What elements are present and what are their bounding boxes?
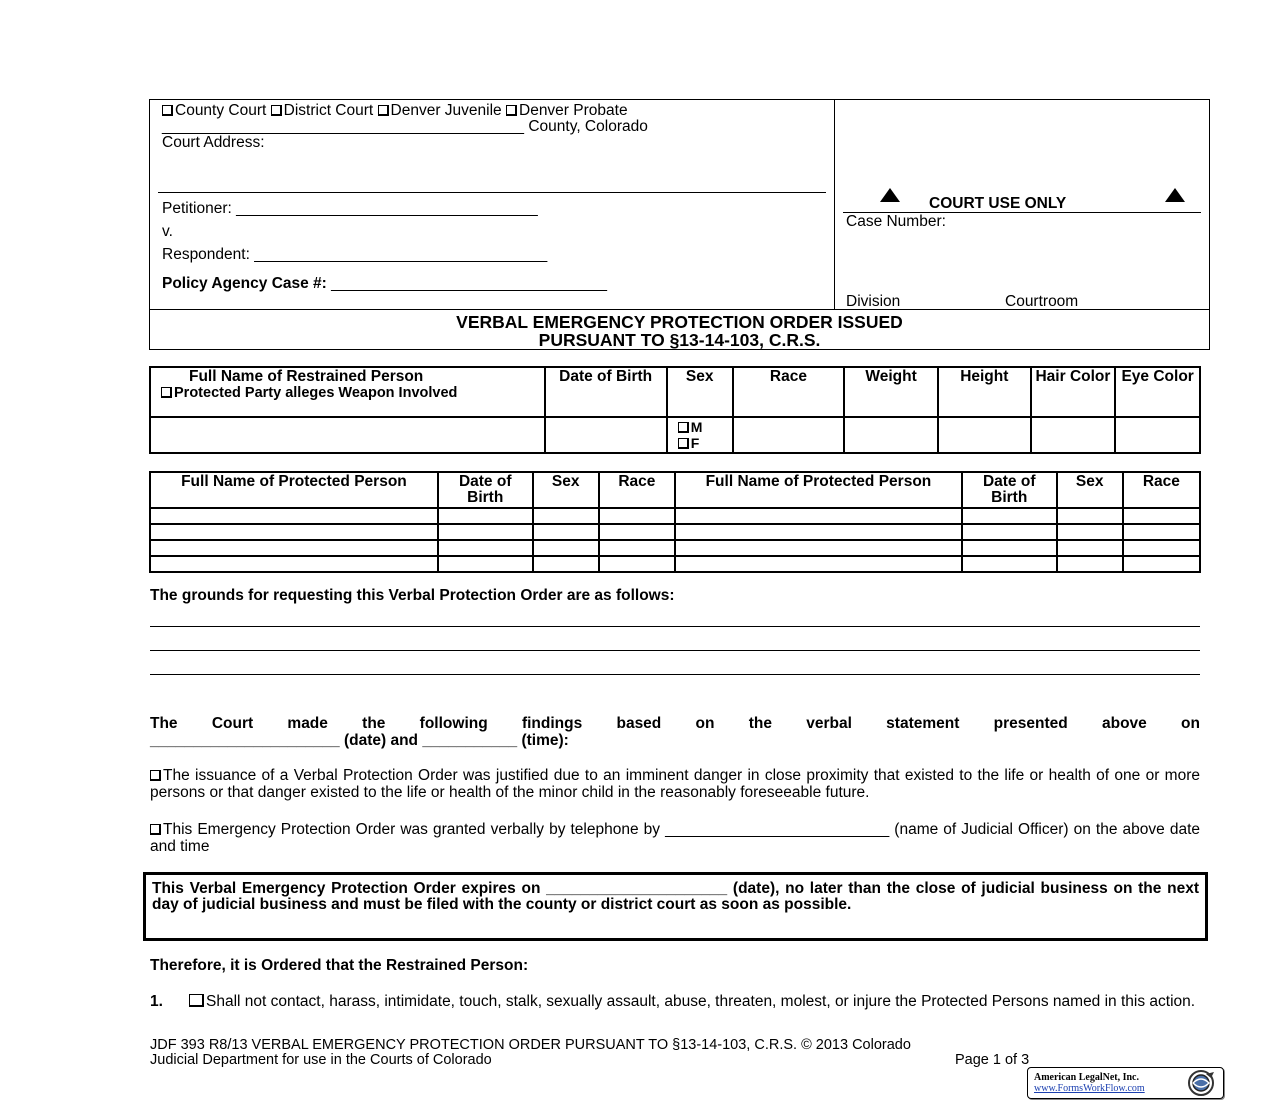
table-cell[interactable] — [962, 524, 1057, 540]
division-label: Division — [846, 293, 901, 310]
sex-option-m[interactable]: M — [678, 419, 731, 435]
globe-icon — [1184, 1069, 1218, 1097]
checkbox[interactable] — [189, 994, 204, 1007]
checkbox[interactable] — [150, 770, 161, 781]
table-cell[interactable] — [150, 508, 438, 524]
protected-name-header: Full Name of Protected Person — [150, 472, 438, 508]
table-cell[interactable] — [599, 556, 675, 572]
table-cell[interactable] — [962, 556, 1057, 572]
table-cell[interactable] — [1123, 524, 1200, 540]
grounds-line[interactable] — [150, 650, 1200, 651]
expiry-box — [143, 872, 1208, 941]
weapon-checkbox[interactable]: Protected Party alleges Weapon Involved — [161, 386, 542, 401]
table-cell[interactable] — [438, 540, 533, 556]
expiry-text: This Verbal Emergency Protection Order expires on _____________________ (date), no later than the close of judicial business on the next day of judicial business and must be filed with the county or district court as soon as possible. — [152, 880, 1199, 913]
policy-agency-blank[interactable]: ________________________________ — [326, 275, 608, 292]
caption-divider — [834, 99, 835, 310]
policy-agency-field[interactable] — [162, 275, 607, 293]
court-option-denver-probate[interactable]: Denver Probate — [506, 102, 628, 119]
court-address-label: Court Address: — [162, 134, 265, 151]
table-cell[interactable] — [533, 524, 599, 540]
table-row — [150, 556, 1200, 572]
protected-persons-table — [149, 471, 1201, 573]
order-item-1[interactable]: Shall not contact, harass, intimidate, touch, stalk, sexually assault, abuse, threaten, molest, or injure the Protected Persons named in this action. — [189, 993, 1200, 1010]
page-number: Page 1 of 3 — [955, 1052, 1030, 1068]
court-option-county[interactable]: County Court — [162, 102, 266, 119]
table-cell[interactable] — [962, 540, 1057, 556]
sex-option-f[interactable]: F — [678, 435, 731, 451]
race-header: Race — [733, 367, 845, 417]
table-row — [150, 508, 1200, 524]
hair-color-header: Hair Color — [1031, 367, 1116, 417]
restrained-eye-cell[interactable] — [1115, 417, 1200, 453]
page-subtitle: PURSUANT TO §13-14-103, C.R.S. — [538, 330, 821, 350]
logo-name: American LegalNet, Inc. — [1034, 1072, 1139, 1083]
v-label: v. — [162, 223, 173, 240]
american-legalnet-logo[interactable] — [1027, 1067, 1224, 1099]
table-cell[interactable] — [438, 524, 533, 540]
order-item-number: 1. — [150, 993, 163, 1010]
protected-race-header: Race — [599, 472, 675, 508]
table-cell[interactable] — [150, 524, 438, 540]
courtroom-label: Courtroom — [1005, 293, 1079, 310]
table-cell[interactable] — [1123, 508, 1200, 524]
footer-line-2: Judicial Department for use in the Courts of Colorado — [150, 1052, 492, 1068]
table-cell[interactable] — [438, 556, 533, 572]
table-cell[interactable] — [150, 540, 438, 556]
table-cell[interactable] — [533, 508, 599, 524]
grounds-line[interactable] — [150, 626, 1200, 627]
protected-header-row — [150, 472, 1200, 508]
restrained-weight-cell[interactable] — [844, 417, 938, 453]
table-cell[interactable] — [599, 524, 675, 540]
table-cell[interactable] — [1123, 556, 1200, 572]
protected-name-header-2: Full Name of Protected Person — [675, 472, 962, 508]
footer-line-1: JDF 393 R8/13 VERBAL EMERGENCY PROTECTION ORDER PURSUANT TO §13-14-103, C.R.S. © 2013 Colorado — [150, 1037, 911, 1053]
court-option-denver-juvenile[interactable]: Denver Juvenile — [378, 102, 502, 119]
dob-header: Date of Birth — [545, 367, 667, 417]
table-cell[interactable] — [150, 556, 438, 572]
eye-color-header: Eye Color — [1115, 367, 1200, 417]
petitioner-field[interactable]: Petitioner: ___________________________________ — [162, 200, 538, 217]
policy-agency-label: Policy Agency Case #: — [162, 275, 327, 292]
restrained-height-cell[interactable] — [938, 417, 1031, 453]
table-cell[interactable] — [675, 556, 962, 572]
sex-header: Sex — [667, 367, 733, 417]
table-cell[interactable] — [675, 524, 962, 540]
logo-url[interactable]: www.FormsWorkFlow.com — [1034, 1083, 1145, 1094]
table-cell[interactable] — [1057, 556, 1123, 572]
restrained-race-cell[interactable] — [733, 417, 845, 453]
finding-option-1[interactable]: The issuance of a Verbal Protection Order was justified due to an imminent danger in close proximity that existed to the life or health of one or more persons or that danger existed to the life or health of the minor child in the reasonably foreseeable future. — [150, 767, 1200, 801]
checkbox[interactable] — [150, 824, 161, 835]
up-triangle-icon — [1164, 187, 1186, 203]
grounds-heading: The grounds for requesting this Verbal Protection Order are as follows: — [150, 587, 675, 604]
table-row — [150, 524, 1200, 540]
page-title: VERBAL EMERGENCY PROTECTION ORDER ISSUED — [456, 312, 903, 332]
table-cell[interactable] — [675, 540, 962, 556]
sex-options — [667, 417, 733, 453]
height-header: Height — [938, 367, 1031, 417]
court-option-district[interactable]: District Court — [271, 102, 374, 119]
table-cell[interactable] — [599, 540, 675, 556]
table-cell[interactable] — [599, 508, 675, 524]
grounds-line[interactable] — [150, 674, 1200, 675]
up-triangle-icon — [879, 187, 901, 203]
protected-sex-header: Sex — [533, 472, 599, 508]
restrained-person-table — [149, 366, 1201, 454]
protected-sex-header-2: Sex — [1057, 472, 1123, 508]
restrained-hair-cell[interactable] — [1031, 417, 1116, 453]
finding-option-2[interactable]: This Emergency Protection Order was granted verbally by telephone by __________________________ (name of Judicial Officer) on the above date and time — [150, 821, 1200, 855]
table-cell[interactable] — [438, 508, 533, 524]
table-cell[interactable] — [1057, 524, 1123, 540]
table-cell[interactable] — [962, 508, 1057, 524]
table-cell[interactable] — [533, 540, 599, 556]
restrained-name-cell[interactable] — [150, 417, 545, 453]
table-cell[interactable] — [1123, 540, 1200, 556]
table-cell[interactable] — [1057, 508, 1123, 524]
protected-dob-header-2: Date of Birth — [962, 472, 1057, 508]
court-use-only: COURT USE ONLY — [929, 195, 1067, 212]
table-cell[interactable] — [1057, 540, 1123, 556]
table-row — [150, 417, 1200, 453]
protected-race-header-2: Race — [1123, 472, 1200, 508]
respondent-field[interactable]: Respondent: __________________________________ — [162, 246, 548, 263]
protected-dob-header: Date of Birth — [438, 472, 533, 508]
restrained-dob-cell[interactable] — [545, 417, 667, 453]
county-line[interactable]: __________________________________________ County, Colorado — [162, 118, 648, 135]
title-box — [149, 309, 1210, 350]
order-heading: Therefore, it is Ordered that the Restrained Person: — [150, 957, 529, 974]
table-cell[interactable] — [533, 556, 599, 572]
restrained-name-header: Full Name of Restrained Person Protected Party alleges Weapon Involved — [150, 367, 545, 417]
caption-rule — [158, 192, 826, 193]
case-number-label: Case Number: — [846, 213, 946, 230]
table-row — [150, 540, 1200, 556]
weight-header: Weight — [844, 367, 938, 417]
findings-intro: The Court made the following findings based on the verbal statement presented above on ______________________ (date) and ___________ (time): — [150, 715, 1200, 749]
table-cell[interactable] — [675, 508, 962, 524]
